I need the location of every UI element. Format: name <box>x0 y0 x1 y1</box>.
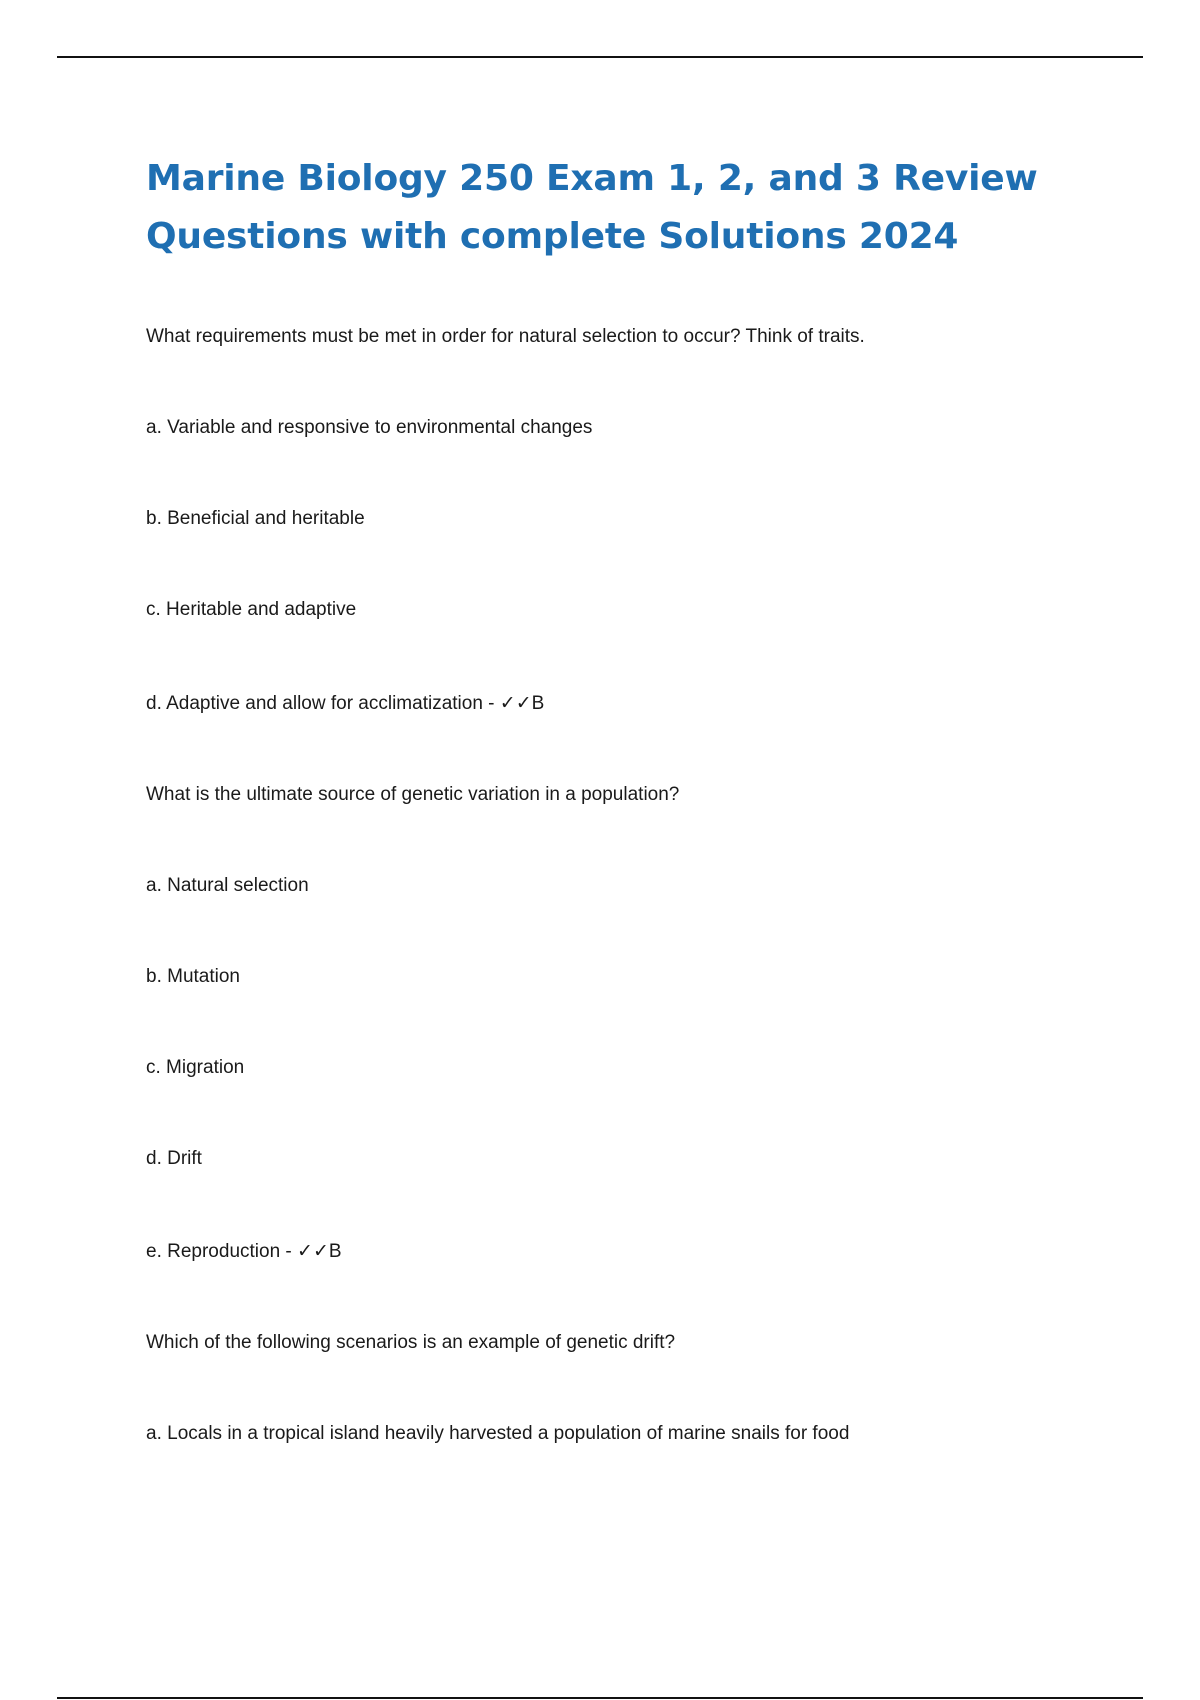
footer-rule <box>57 1697 1143 1699</box>
question-1-option-c: c. Heritable and adaptive <box>146 599 357 620</box>
document-title: Marine Biology 250 Exam 1, 2, and 3 Review Questions with complete Solutions 2024 <box>146 158 1038 257</box>
question-1-option-d-answer: d. Adaptive and allow for acclimatization - ✓✓B <box>146 693 545 714</box>
question-2-option-d: d. Drift <box>146 1148 202 1169</box>
question-3-option-a: a. Locals in a tropical island heavily harvested a population of marine snails for food <box>146 1423 850 1444</box>
question-2-option-a: a. Natural selection <box>146 875 309 896</box>
question-1-option-a: a. Variable and responsive to environmental changes <box>146 417 593 438</box>
question-1: What requirements must be met in order for natural selection to occur? Think of traits. <box>146 326 865 347</box>
question-1-option-b: b. Beneficial and heritable <box>146 508 365 529</box>
question-2: What is the ultimate source of genetic variation in a population? <box>146 784 680 805</box>
question-3: Which of the following scenarios is an example of genetic drift? <box>146 1332 676 1353</box>
question-2-option-c: c. Migration <box>146 1057 245 1078</box>
question-2-option-e-answer: e. Reproduction - ✓✓B <box>146 1241 342 1262</box>
question-2-option-b: b. Mutation <box>146 966 240 987</box>
header-rule <box>57 56 1143 58</box>
